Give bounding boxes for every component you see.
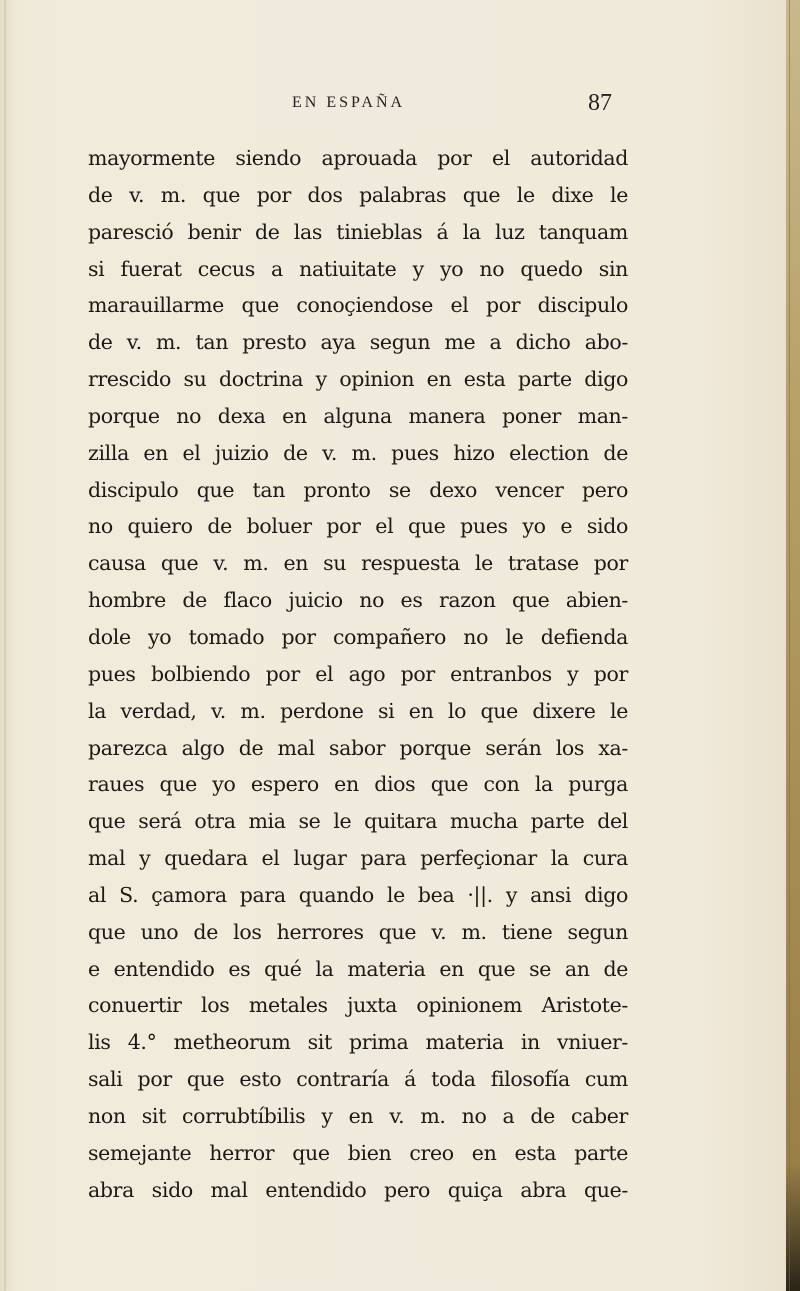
text-line: porque no dexa en alguna manera poner man-	[88, 403, 628, 428]
text-line: discipulo que tan pronto se dexo vencer pero	[88, 477, 628, 502]
text-line: dole yo tomado por compañero no le defienda	[88, 624, 628, 649]
text-line: no quiero de boluer por el que pues yo e sido	[88, 514, 628, 539]
page-gutter-edge	[4, 0, 6, 1291]
text-line: raues que yo espero en dios que con la purga	[88, 772, 628, 797]
text-line: pues bolbiendo por el ago por entranbos y por	[88, 661, 628, 686]
text-line: sali por que esto contraría á toda filosofía cum	[88, 1067, 628, 1092]
text-line: de v. m. tan presto aya segun me a dicho abo-	[88, 330, 628, 355]
text-line: rrescido su doctrina y opinion en esta parte digo	[88, 367, 628, 392]
text-line: paresció benir de las tinieblas á la luz tanquam	[88, 219, 628, 244]
page-number: 87	[588, 90, 612, 116]
text-line: conuertir los metales juxta opinionem Aristote-	[88, 993, 628, 1018]
text-line: semejante herror que bien creo en esta parte	[88, 1140, 628, 1165]
text-line: abra sido mal entendido pero quiça abra que-	[88, 1177, 628, 1202]
text-line: marauillarme que conoçiendose el por discipulo	[88, 293, 628, 318]
text-line: la verdad, v. m. perdone si en lo que dixere le	[88, 698, 628, 723]
text-line: lis 4.° metheorum sit prima materia in vniuer-	[88, 1030, 628, 1055]
text-line: si fuerat cecus a natiuitate y yo no quedo sin	[88, 256, 628, 281]
text-line: que uno de los herrores que v. m. tiene segun	[88, 919, 628, 944]
text-line: que será otra mia se le quitara mucha parte del	[88, 809, 628, 834]
text-line: de v. m. que por dos palabras que le dixe le	[88, 182, 628, 207]
text-line: causa que v. m. en su respuesta le tratase por	[88, 551, 628, 576]
text-line: hombre de flaco juicio no es razon que abien-	[88, 588, 628, 613]
page-header	[0, 92, 786, 118]
running-head: EN ESPAÑA	[292, 94, 406, 111]
body-text	[88, 140, 628, 1208]
text-line: non sit corrubtíbilis y en v. m. no a de caber	[88, 1103, 628, 1128]
text-line: zilla en el juizio de v. m. pues hizo election de	[88, 440, 628, 465]
text-line: e entendido es qué la materia en que se an de	[88, 956, 628, 981]
text-line: al S. çamora para quando le bea ·||. y ansi digo	[88, 882, 628, 907]
binding-crease	[789, 0, 790, 1291]
adjacent-page-edge	[786, 0, 800, 1291]
text-line: mayormente siendo aprouada por el autoridad	[88, 146, 628, 170]
text-line: mal y quedara el lugar para perfeçionar la cura	[88, 846, 628, 871]
text-line: parezca algo de mal sabor porque serán los xa-	[88, 735, 628, 760]
